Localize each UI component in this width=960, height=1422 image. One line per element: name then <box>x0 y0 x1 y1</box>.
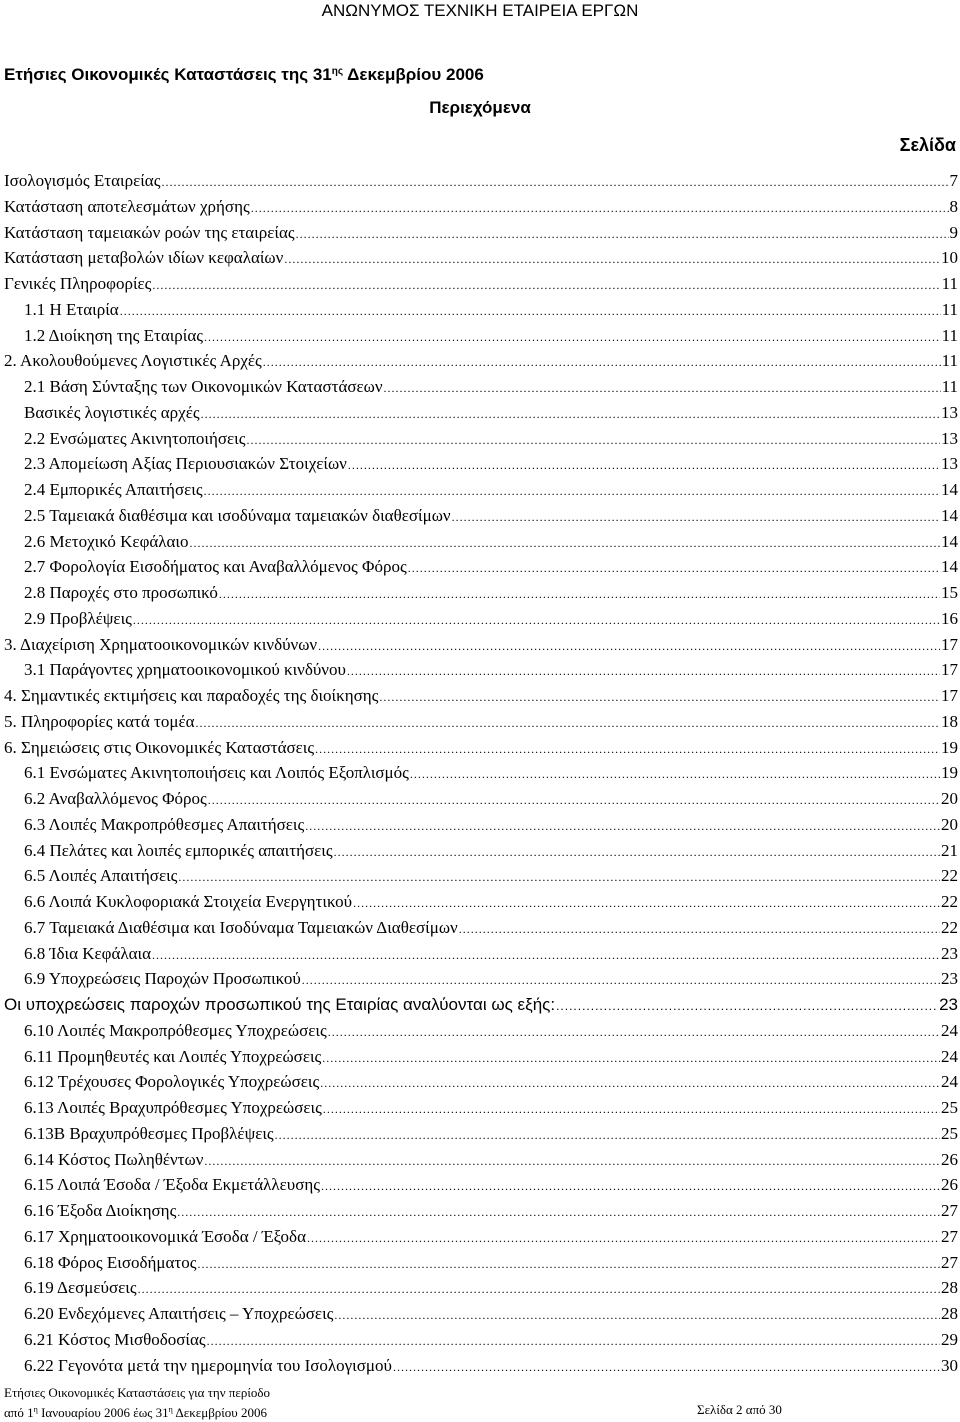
toc-dot-leader <box>348 452 940 478</box>
toc-entry-label: 2.3 Απομείωση Αξίας Περιουσιακών Στοιχείων <box>24 454 347 474</box>
toc-entry-label: 6.18 Φόρος Εισοδήματος <box>24 1252 197 1272</box>
toc-entry[interactable] <box>0 1172 958 1198</box>
toc-entry-page: 22 <box>941 892 958 911</box>
toc-entry-label: 5. Πληροφορίες κατά τομέα <box>4 711 195 731</box>
toc-dot-leader <box>204 324 941 350</box>
toc-entry[interactable] <box>0 529 958 555</box>
toc-entry-page: 20 <box>941 789 958 808</box>
toc-entry-label: 6.2 Αναβαλλόμενος Φόρος <box>24 789 207 808</box>
toc-entry-label: 6.4 Πελάτες και λοιπές εμπορικές απαιτήσεις <box>24 840 333 860</box>
toc-entry-label: 2.9 Προβλέψεις <box>24 608 132 628</box>
toc-entry-page: 20 <box>941 814 958 834</box>
toc-entry-label: 6.21 Κόστος Μισθοδοσίας <box>24 1329 206 1349</box>
toc-entry[interactable] <box>0 683 958 709</box>
toc-entry[interactable] <box>0 1121 958 1147</box>
toc-dot-leader <box>275 1122 940 1148</box>
toc-entry[interactable] <box>0 1018 958 1044</box>
toc-entry-label: 2.2 Ενσώματες Ακινητοποιήσεις <box>24 428 246 448</box>
toc-entry-page: 26 <box>941 1175 958 1195</box>
toc-entry-label: 6.10 Λοιπές Μακροπρόθεσμες Υποχρεώσεις <box>24 1020 327 1040</box>
toc-dot-leader <box>161 169 948 195</box>
toc-dot-leader <box>320 1070 940 1096</box>
footer-date-range <box>4 1401 267 1419</box>
toc-dot-leader <box>347 658 940 684</box>
toc-entry-page: 8 <box>949 196 958 216</box>
toc-dot-leader <box>305 813 940 839</box>
toc-dot-leader <box>207 1328 940 1354</box>
toc-entry-page: 25 <box>941 1098 958 1117</box>
toc-dot-leader <box>307 1225 940 1251</box>
toc-entry-page: 13 <box>941 454 958 474</box>
toc-entry[interactable] <box>0 297 958 323</box>
toc-entry-page: 17 <box>941 660 958 680</box>
toc-entry-page: 13 <box>941 402 958 422</box>
toc-dot-leader <box>379 684 940 710</box>
toc-entry-page: 21 <box>941 840 958 860</box>
toc-entry[interactable] <box>0 168 958 194</box>
toc-dot-leader <box>384 375 941 401</box>
toc-dot-leader <box>302 967 940 993</box>
toc-entry-page: 28 <box>941 1304 958 1323</box>
toc-dot-leader <box>152 272 940 298</box>
toc-entry-label: 6.11 Προμηθευτές και Λοιπές Υποχρεώσεις <box>24 1046 322 1066</box>
toc-entry[interactable] <box>0 1353 958 1379</box>
toc-dot-leader <box>459 916 940 942</box>
toc-entry[interactable] <box>0 1250 958 1276</box>
toc-entry-page: 19 <box>941 737 958 757</box>
toc-entry[interactable] <box>0 812 958 838</box>
toc-entry-page: 29 <box>941 1329 958 1349</box>
toc-dot-leader <box>284 246 940 272</box>
toc-entry-page: 14 <box>941 557 958 577</box>
toc-entry[interactable] <box>0 554 958 580</box>
toc-entry-label: 2.1 Βάση Σύνταξης των Οικονομικών Καταστάσεων <box>24 377 383 396</box>
footer-date-from: από 1 <box>4 1405 34 1420</box>
toc-dot-leader <box>452 504 940 530</box>
toc-entry-label: 6.22 Γεγονότα μετά την ημερομηνία του Ισολογισμού <box>24 1355 392 1375</box>
toc-entry-label: 1.2 Διοίκηση της Εταιρίας <box>24 325 203 345</box>
toc-entry-page: 17 <box>941 686 958 705</box>
toc-dot-leader <box>208 787 940 813</box>
toc-entry-page: 23 <box>941 943 958 963</box>
toc-entry-label: 4. Σημαντικές εκτιμήσεις και παραδοχές της διοίκησης <box>4 686 379 705</box>
toc-dot-leader <box>328 1019 940 1045</box>
toc-entry[interactable] <box>0 400 958 426</box>
toc-entry-page: 11 <box>941 377 958 396</box>
toc-entry-label: 6.9 Υποχρεώσεις Παροχών Προσωπικού <box>24 969 301 989</box>
footer-page-number: Σελίδα 2 από 30 <box>697 1402 782 1417</box>
footer-date-to-sup: η <box>168 1405 173 1414</box>
toc-dot-leader <box>133 607 940 633</box>
document-title <box>4 58 484 86</box>
toc-entry[interactable] <box>0 1044 958 1070</box>
toc-entry-label: 3. Διαχείριση Χρηματοοικονομικών κινδύνων <box>4 634 318 654</box>
toc-entry-label: Οι υποχρεώσεις παροχών προσωπικού της Εταιρίας αναλύονται ως εξής: <box>4 995 556 1014</box>
toc-entry-label: 6.13 Λοιπές Βραχυπρόθεσμες Υποχρεώσεις <box>24 1098 322 1117</box>
toc-entry-page: 11 <box>941 325 958 345</box>
toc-entry[interactable] <box>0 1069 958 1095</box>
toc-entry-page: 13 <box>941 428 958 448</box>
toc-entry-label: 6. Σημειώσεις στις Οικονομικές Καταστάσεις <box>4 737 315 757</box>
toc-entry[interactable] <box>0 374 958 400</box>
toc-entry-page: 25 <box>941 1123 958 1143</box>
toc-entry-label: 6.13Β Βραχυπρόθεσμες Προβλέψεις <box>24 1123 274 1143</box>
toc-dot-leader <box>204 1148 940 1174</box>
toc-entry-label: 6.16 Έξοδα Διοίκησης <box>24 1201 177 1220</box>
toc-entry[interactable] <box>0 426 958 452</box>
toc-entry-page: 9 <box>949 222 958 242</box>
toc-entry-label: 2.4 Εμπορικές Απαιτήσεις <box>24 480 203 499</box>
toc-entry-page: 17 <box>941 634 958 654</box>
contents-heading: Περιεχόμενα <box>429 98 531 117</box>
toc-dot-leader <box>251 195 949 221</box>
toc-entry-page: 18 <box>941 711 958 731</box>
toc-dot-leader <box>246 427 940 453</box>
toc-dot-leader <box>178 864 940 890</box>
toc-entry-page: 16 <box>941 608 958 628</box>
toc-entry[interactable] <box>0 1147 958 1173</box>
company-header: ΑΝΩΝΥΜΟΣ ΤΕΧΝΙΚΗ ΕΤΑΙΡΕΙΑ ΕΡΓΩΝ <box>321 1 639 20</box>
toc-dot-leader <box>323 1096 940 1122</box>
toc-entry-label: 6.12 Τρέχουσες Φορολογικές Υποχρεώσεις <box>24 1072 320 1092</box>
toc-entry-label: 6.1 Ενσώματες Ακινητοποιήσεις και Λοιπός Εξοπλισμός <box>24 763 409 783</box>
toc-entry-page: 23 <box>939 995 958 1014</box>
toc-entry-label: Βασικές λογιστικές αρχές <box>24 402 200 422</box>
toc-entry-page: 24 <box>941 1046 958 1066</box>
toc-entry-page: 24 <box>941 1020 958 1040</box>
toc-entry[interactable] <box>0 915 958 941</box>
toc-entry[interactable] <box>0 194 958 220</box>
toc-entry-label: 6.19 Δεσμεύσεις <box>24 1278 137 1298</box>
toc-entry[interactable] <box>0 966 958 992</box>
toc-entry[interactable] <box>0 709 958 735</box>
toc-entry[interactable] <box>0 1224 958 1250</box>
toc-dot-leader <box>201 401 940 427</box>
toc-entry-page: 30 <box>941 1355 958 1375</box>
toc-entry-page: 26 <box>941 1149 958 1169</box>
toc-dot-leader <box>138 1276 940 1302</box>
toc-entry[interactable] <box>0 1327 958 1353</box>
toc-dot-leader <box>198 1251 941 1277</box>
toc-entry[interactable] <box>0 889 958 915</box>
toc-entry[interactable] <box>0 580 958 606</box>
toc-entry[interactable] <box>0 271 958 297</box>
toc-entry-label: 6.7 Ταμειακά Διαθέσιμα και Ισοδύναμα Ταμειακών Διαθεσίμων <box>24 917 458 937</box>
toc-entry-page: 23 <box>941 969 958 989</box>
toc-entry[interactable] <box>0 1198 958 1224</box>
toc-entry-label: 2.7 Φορολογία Εισοδήματος και Αναβαλλόμενος Φόρος <box>24 557 407 577</box>
toc-dot-leader <box>315 736 940 762</box>
toc-dot-leader <box>322 1045 940 1071</box>
toc-entry[interactable] <box>0 1275 958 1301</box>
toc-entry[interactable] <box>0 786 958 812</box>
toc-dot-leader <box>318 633 940 659</box>
document-title-superscript: ης <box>331 66 344 77</box>
toc-dot-leader <box>152 942 940 968</box>
toc-entry-label: 6.5 Λοιπές Απαιτήσεις <box>24 866 178 886</box>
toc-dot-leader <box>556 993 938 1019</box>
toc-entry-page: 27 <box>941 1201 958 1220</box>
toc-entry[interactable] <box>0 1095 958 1121</box>
toc-dot-leader <box>334 839 940 865</box>
toc-dot-leader <box>353 890 940 916</box>
toc-entry-page: 27 <box>941 1252 958 1272</box>
toc-entry[interactable] <box>0 863 958 889</box>
toc-entry-label: 2.8 Παροχές στο προσωπικό <box>24 583 218 602</box>
toc-entry[interactable] <box>0 245 958 271</box>
toc-entry[interactable] <box>0 838 958 864</box>
toc-entry-label: 6.8 Ίδια Κεφάλαια <box>24 943 151 963</box>
toc-dot-leader <box>204 478 940 504</box>
toc-entry-label: 6.15 Λοιπά Έσοδα / Έξοδα Εκμετάλλευσης <box>24 1175 320 1195</box>
toc-entry[interactable] <box>0 1301 958 1327</box>
toc-entry-label: 2. Ακολουθούμενες Λογιστικές Αρχές <box>4 351 262 371</box>
footer-date-to: Ιανουαρίου 2006 έως 31 <box>37 1405 169 1420</box>
toc-entry-page: 11 <box>941 299 958 319</box>
document-title-prefix: Ετήσιες Οικονομικές Καταστάσεις της 31 <box>4 65 332 84</box>
toc-entry-page: 22 <box>941 917 958 937</box>
toc-entry-page: 28 <box>941 1278 958 1298</box>
toc-entry[interactable] <box>0 632 958 658</box>
toc-entry-page: 10 <box>941 248 958 268</box>
toc-entry[interactable] <box>0 220 958 246</box>
toc-dot-leader <box>408 555 940 581</box>
toc-entry[interactable] <box>0 657 958 683</box>
toc-entry-page: 27 <box>941 1226 958 1246</box>
toc-entry-label: 1.1 Η Εταιρία <box>24 299 119 319</box>
toc-entry-label: 6.6 Λοιπά Κυκλοφοριακά Στοιχεία Ενεργητικού <box>24 892 353 911</box>
toc-entry-label: Κατάσταση μεταβολών ιδίων κεφαλαίων <box>4 248 284 268</box>
toc-dot-leader <box>334 1302 940 1328</box>
toc-dot-leader <box>393 1354 940 1380</box>
page-column-heading: Σελίδα <box>899 135 956 155</box>
toc-entry-label: Κατάσταση ταμειακών ροών της εταιρείας <box>4 222 295 242</box>
toc-entry-label: 6.17 Χρηματοοικονομικά Έσοδα / Έξοδα <box>24 1226 306 1246</box>
toc-dot-leader <box>410 761 940 787</box>
toc-entry[interactable] <box>0 760 958 786</box>
toc-entry-page: 14 <box>941 480 958 499</box>
toc-entry[interactable] <box>0 477 958 503</box>
toc-entry-page: 22 <box>941 866 958 886</box>
toc-entry-page: 7 <box>949 171 958 190</box>
toc-dot-leader <box>190 530 940 556</box>
toc-dot-leader <box>296 221 949 247</box>
toc-entry-page: 24 <box>941 1072 958 1092</box>
toc-entry-label: 6.20 Ενδεχόμενες Απαιτήσεις – Υποχρεώσεις <box>24 1304 334 1323</box>
toc-entry[interactable] <box>0 735 958 761</box>
toc-entry-page: 14 <box>941 531 958 551</box>
toc-entry-page: 15 <box>941 583 958 602</box>
toc-dot-leader <box>219 581 940 607</box>
toc-entry-page: 14 <box>941 505 958 525</box>
toc-dot-leader <box>263 349 941 375</box>
footer-date-end: Δεκεμβρίου 2006 <box>172 1405 267 1420</box>
toc-entry-label: 2.5 Ταμειακά διαθέσιμα και ισοδύναμα ταμειακών διαθεσίμων <box>24 505 451 525</box>
toc-entry[interactable] <box>0 451 958 477</box>
toc-entry-label: 6.14 Κόστος Πωληθέντων <box>24 1149 204 1169</box>
toc-entry-page: 19 <box>941 763 958 783</box>
toc-entry-label: Γενικές Πληροφορίες <box>4 274 152 293</box>
toc-entry[interactable] <box>0 941 958 967</box>
toc-entry[interactable] <box>0 992 958 1018</box>
footer-period-line: Ετήσιες Οικονομικές Καταστάσεις για την περίοδο <box>4 1385 270 1400</box>
toc-entry-label: Κατάσταση αποτελεσμάτων χρήσης <box>4 196 250 216</box>
toc-entry[interactable] <box>0 503 958 529</box>
toc-dot-leader <box>177 1199 940 1225</box>
toc-dot-leader <box>120 298 941 324</box>
toc-entry-label: 6.3 Λοιπές Μακροπρόθεσμες Απαιτήσεις <box>24 814 305 834</box>
toc-entry[interactable] <box>0 606 958 632</box>
toc-entry[interactable] <box>0 348 958 374</box>
toc-entry-label: 2.6 Μετοχικό Κεφάλαιο <box>24 531 189 551</box>
document-title-suffix: Δεκεμβρίου 2006 <box>343 65 484 84</box>
toc-entry-page: 11 <box>941 351 958 371</box>
footer-date-from-sup: η <box>33 1405 38 1414</box>
toc-dot-leader <box>321 1173 940 1199</box>
toc-entry[interactable] <box>0 323 958 349</box>
toc-dot-leader <box>196 710 940 736</box>
toc-entry-page: 11 <box>941 274 958 293</box>
toc-entry-label: 3.1 Παράγοντες χρηματοοικονομικού κινδύνου <box>24 660 346 680</box>
toc-entry-label: Ισολογισμός Εταιρείας <box>4 171 161 190</box>
